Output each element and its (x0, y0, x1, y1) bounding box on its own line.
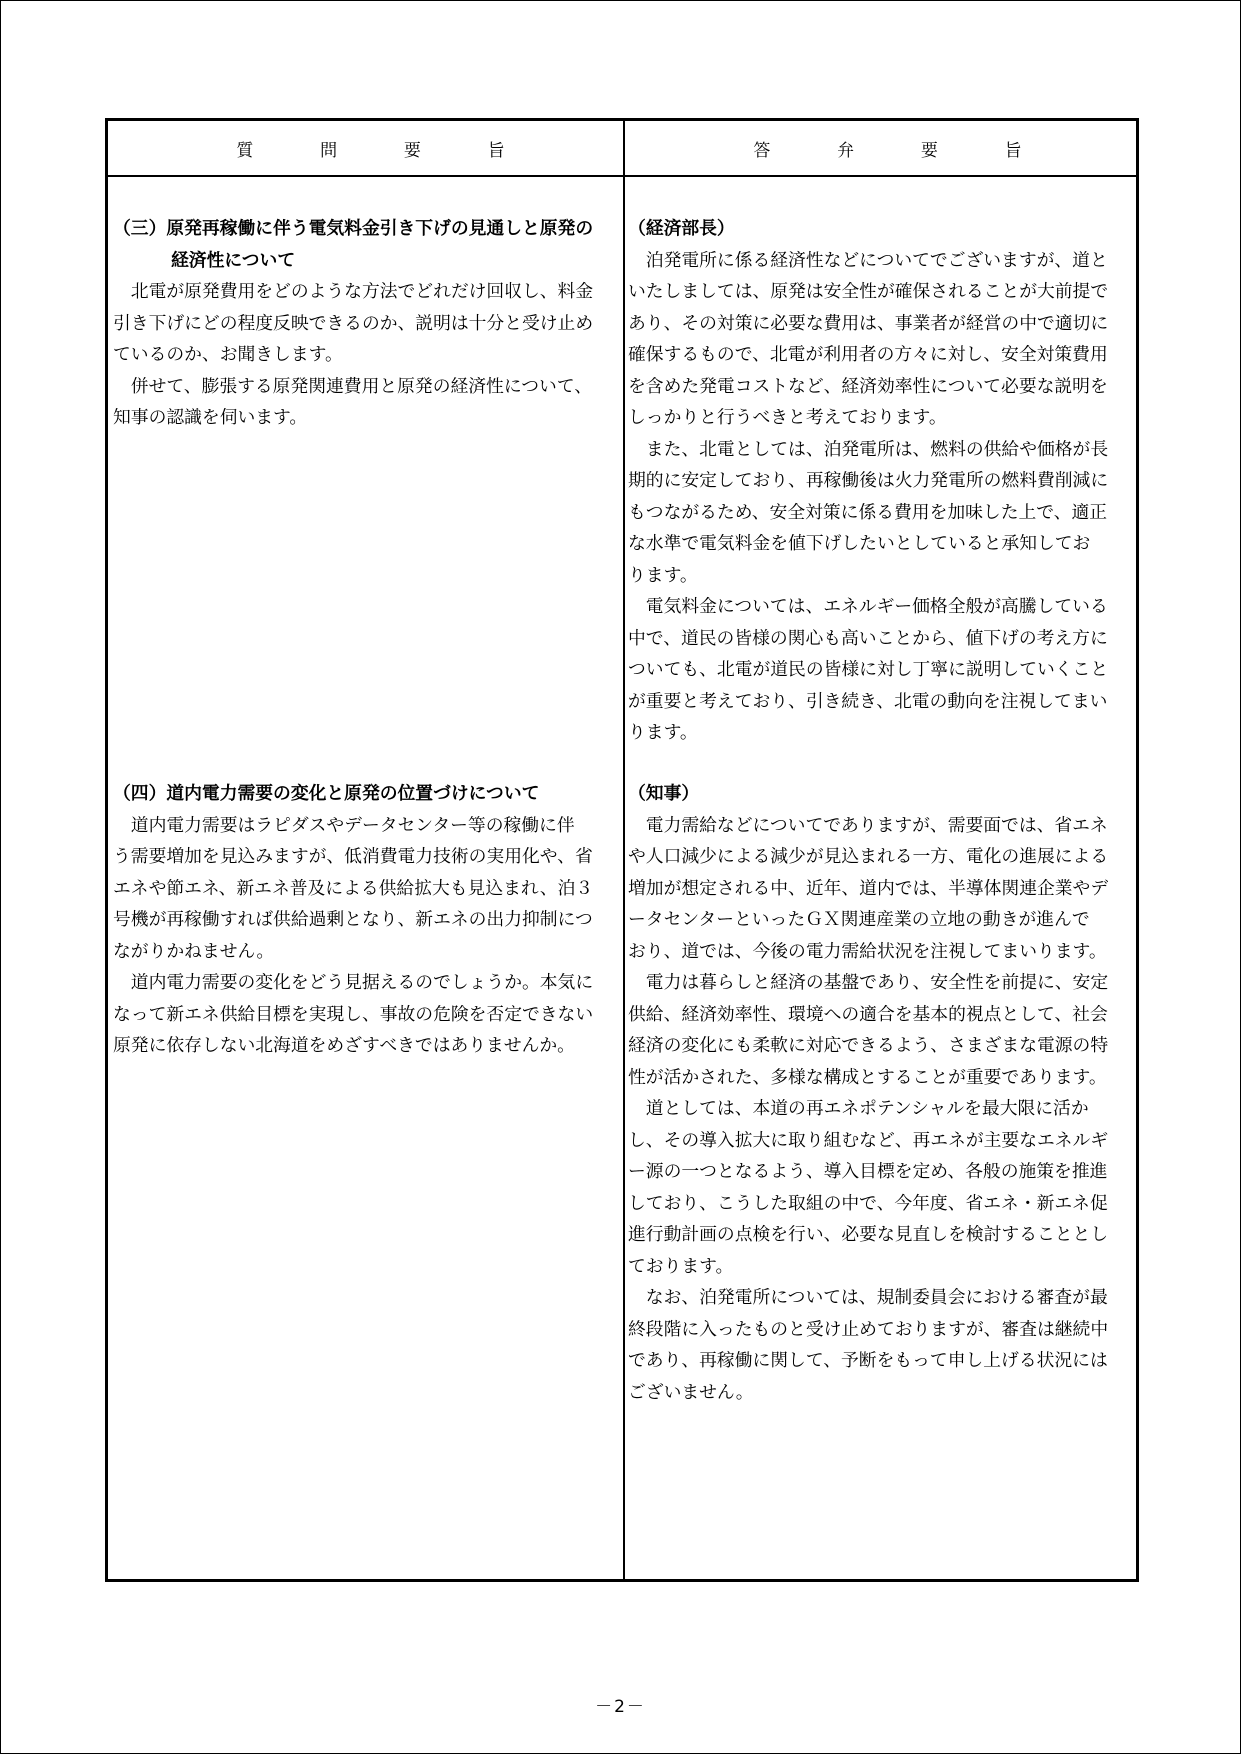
answer-line: ついても、北電が道民の皆様に対し丁寧に説明していくこと (628, 659, 1109, 680)
question-column (113, 121, 621, 1579)
question-line: 道内電力需要の変化をどう見据えるのでしょうか。本気に (113, 972, 594, 993)
header-char: 問 (320, 140, 338, 161)
answer-line: し、その導入拡大に取り組むなど、再エネが主要なエネルギ (628, 1129, 1109, 1151)
answer-block-4 (628, 778, 1138, 1408)
question-line: 原発に依存しない北海道をめざすべきではありませんか。 (113, 1035, 575, 1056)
question-line: なって新エネ供給目標を実現し、事故の危険を否定できない (113, 1003, 594, 1025)
header-char: 要 (403, 140, 421, 161)
question-line: エネや節エネ、新エネ普及による供給拡大も見込まれ、泊３ (113, 877, 594, 899)
answer-line: ございません。 (628, 1381, 754, 1403)
question-line: 号機が再稼働すれば供給過剰となり、新エネの出力抑制につ (113, 909, 593, 930)
header-char: 答 (753, 140, 771, 161)
page-number: －2－ (595, 1697, 646, 1717)
answer-line: 確保するもので、北電が利用者の方々に対し、安全対策費用 (628, 344, 1108, 365)
header-char: 弁 (837, 140, 855, 161)
header-char: 旨 (487, 140, 505, 161)
answer-line: 電力は暮らしと経済の基盤であり、安全性を前提に、安定 (628, 972, 1109, 993)
answer-line: しっかりと行うべきと考えております。 (628, 407, 947, 428)
answer-line: や人口減少による減少が見込まれる一方、電化の進展による (628, 846, 1109, 867)
answer-line: 期的に安定しており、再稼働後は火力発電所の燃料費削減に (628, 470, 1109, 491)
answer-line: ー源の一つとなるよう、導入目標を定め、各般の施策を推進 (628, 1161, 1108, 1182)
answer-line: 性が活かされた、多様な構成とすることが重要であります。 (628, 1066, 1107, 1088)
question-line: 道内電力需要はラピダスやデータセンター等の稼働に伴 (113, 814, 575, 836)
answer-line: 増加が想定される中、近年、道内では、半導体関連企業やデ (628, 877, 1109, 899)
header-char: 旨 (1004, 140, 1022, 161)
answer-line: ります。 (628, 564, 698, 586)
answer-speaker: （知事） (628, 783, 700, 804)
answer-line: 道としては、本道の再エネポテンシャルを最大限に活か (628, 1098, 1089, 1119)
answer-line: あり、その対策に必要な費用は、事業者が経営の中で適切に (628, 312, 1109, 334)
answer-line: 経済の変化にも柔軟に対応できるよう、さまざまな電源の特 (628, 1035, 1109, 1056)
question-heading: （四）道内電力需要の変化と原発の位置づけについて (113, 783, 540, 804)
answer-line: ります。 (628, 722, 698, 743)
answer-line: であり、再稼働に関して、予断をもって申し上げる状況には (628, 1350, 1108, 1371)
qa-table (105, 118, 1139, 1582)
question-line: 併せて、膨張する原発関連費用と原発の経済性について、 (113, 375, 593, 397)
answer-line: もつながるため、安全対策に係る費用を加味した上で、適正 (628, 501, 1108, 523)
answer-line: 中で、道民の皆様の関心も高いことから、値下げの考え方に (628, 627, 1108, 649)
question-heading: （三）原発再稼働に伴う電気料金引き下げの見通しと原発の (113, 218, 594, 239)
answer-line: 電気料金については、エネルギー価格全般が高騰している (628, 596, 1108, 617)
question-block-3 (113, 213, 621, 434)
question-line: 引き下げにどの程度反映できるのか、説明は十分と受け止め (113, 312, 594, 334)
answer-column (628, 121, 1138, 1579)
answer-line: いたしましては、原発は安全性が確保されることが大前提で (628, 281, 1109, 302)
header-char: 要 (920, 140, 938, 161)
answer-line: また、北電としては、泊発電所は、燃料の供給や価格が長 (628, 438, 1109, 460)
answer-line: 供給、経済効率性、環境への適合を基本的視点として、社会 (628, 1003, 1108, 1025)
answer-line: ータセンターといったＧＸ関連産業の立地の動きが進んで (628, 909, 1090, 930)
question-line: 北電が原発費用をどのような方法でどれだけ回収し、料金 (113, 281, 594, 302)
answer-line: が重要と考えており、引き続き、北電の動向を注視してまい (628, 690, 1108, 712)
header-char: 質 (236, 140, 254, 161)
answer-line: 進行動計画の点検を行い、必要な見直しを検討することとし (628, 1224, 1109, 1245)
answer-speaker: （経済部長） (628, 218, 735, 239)
answer-line: しており、こうした取組の中で、今年度、省エネ・新エネ促 (628, 1192, 1108, 1214)
question-line: ながりかねません。 (113, 940, 275, 962)
question-line: 知事の認識を伺います。 (113, 407, 308, 428)
answer-line: ております。 (628, 1255, 734, 1277)
column-divider (623, 121, 625, 1579)
question-line: う需要増加を見込みますが、低消費電力技術の実用化や、省 (113, 846, 593, 867)
answer-line: 終段階に入ったものと受け止めておりますが、審査は継続中 (628, 1318, 1109, 1340)
answer-block-3 (628, 213, 1138, 749)
answer-line: を含めた発電コストなど、経済効率性について必要な説明を (628, 375, 1108, 397)
question-block-4 (113, 778, 621, 1062)
answer-line: なお、泊発電所については、規制委員会における審査が最 (628, 1287, 1108, 1308)
answer-line: 電力需給などについてでありますが、需要面では、省エネ (628, 814, 1108, 836)
answer-line: おり、道では、今後の電力需給状況を注視してまいります。 (628, 940, 1107, 962)
question-line: ているのか、お聞きします。 (113, 344, 343, 365)
answer-line: な水準で電気料金を値下げしたいとしていると承知してお (628, 533, 1091, 554)
question-heading: 経済性について (171, 249, 296, 271)
answer-line: 泊発電所に係る経済性などについてでございますが、道と (628, 249, 1108, 271)
